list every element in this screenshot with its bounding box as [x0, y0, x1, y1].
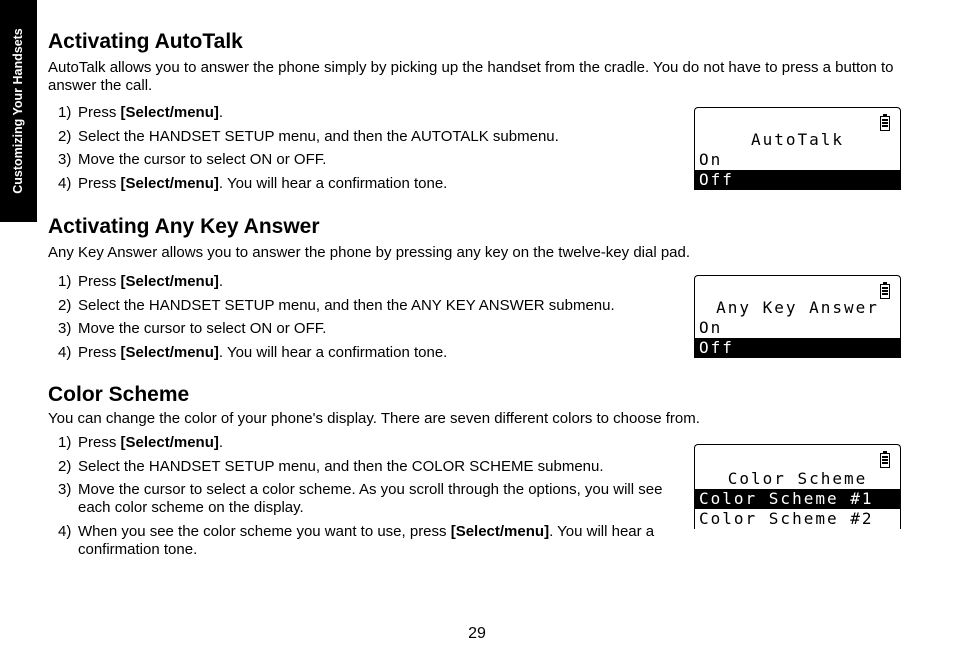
lcd-option: On	[699, 318, 723, 337]
section-heading: Activating AutoTalk	[48, 30, 243, 53]
steps-list	[48, 273, 688, 362]
step-item: 1) Press [Select/menu].	[58, 434, 224, 451]
section-intro: AutoTalk allows you to answer the phone simply by picking up the handset from the cradle. You do not have to press a button to answer the call.	[48, 59, 894, 94]
step-item: 2) Select the HANDSET SETUP menu, and then the ANY KEY ANSWER submenu.	[58, 296, 615, 314]
page-number: 29	[468, 625, 486, 642]
lcd-option: Color Scheme #2	[699, 509, 874, 528]
step-item: 3) Move the cursor to select ON or OFF.	[58, 320, 327, 337]
step-item: 2) Select the HANDSET SETUP menu, and then the COLOR SCHEME submenu.	[58, 457, 604, 475]
step-item: 1) Press [Select/menu].	[58, 104, 224, 121]
section-intro: You can change the color of your phone's display. There are seven different colors to choose from.	[48, 410, 700, 427]
sidebar-tab	[0, 0, 37, 222]
step-item: 4) Press [Select/menu]. You will hear a confirmation tone.	[58, 174, 448, 192]
lcd-title: Color Scheme	[727, 469, 868, 488]
section-heading: Activating Any Key Answer	[48, 215, 320, 238]
lcd-title: Any Key Answer	[716, 298, 879, 317]
step-item: 1) Press [Select/menu].	[58, 273, 224, 290]
battery-icon	[880, 284, 890, 299]
battery-icon	[880, 453, 890, 468]
lcd-screen-autotalk	[694, 107, 901, 190]
lcd-option-selected: Color Scheme #1	[695, 489, 900, 509]
step-item: 2) Select the HANDSET SETUP menu, and then the AUTOTALK submenu.	[58, 127, 559, 145]
lcd-screen-any-key-answer	[694, 275, 901, 358]
steps-list	[48, 104, 648, 193]
steps-list	[48, 434, 678, 559]
battery-icon	[880, 116, 890, 131]
lcd-option-selected: Off	[695, 338, 900, 358]
section-intro: Any Key Answer allows you to answer the phone by pressing any key on the twelve-key dial pad.	[48, 244, 691, 261]
step-item: 3) Move the cursor to select ON or OFF.	[58, 151, 327, 168]
step-item: 4) Press [Select/menu]. You will hear a confirmation tone.	[58, 343, 448, 361]
step-item: 3) Move the cursor to select a color scheme. As you scroll through the options, you will see each color scheme on the display.	[58, 481, 663, 516]
lcd-option-selected: Off	[695, 170, 900, 190]
lcd-option: On	[699, 150, 723, 169]
lcd-title: AutoTalk	[750, 130, 845, 149]
sidebar-label: Customizing Your Handsets	[11, 28, 25, 194]
lcd-screen-color-scheme	[694, 444, 901, 529]
section-heading: Color Scheme	[48, 383, 190, 406]
step-item: 4) When you see the color scheme you want to use, press [Select/menu]. You will hear a confirmation tone.	[58, 522, 655, 558]
